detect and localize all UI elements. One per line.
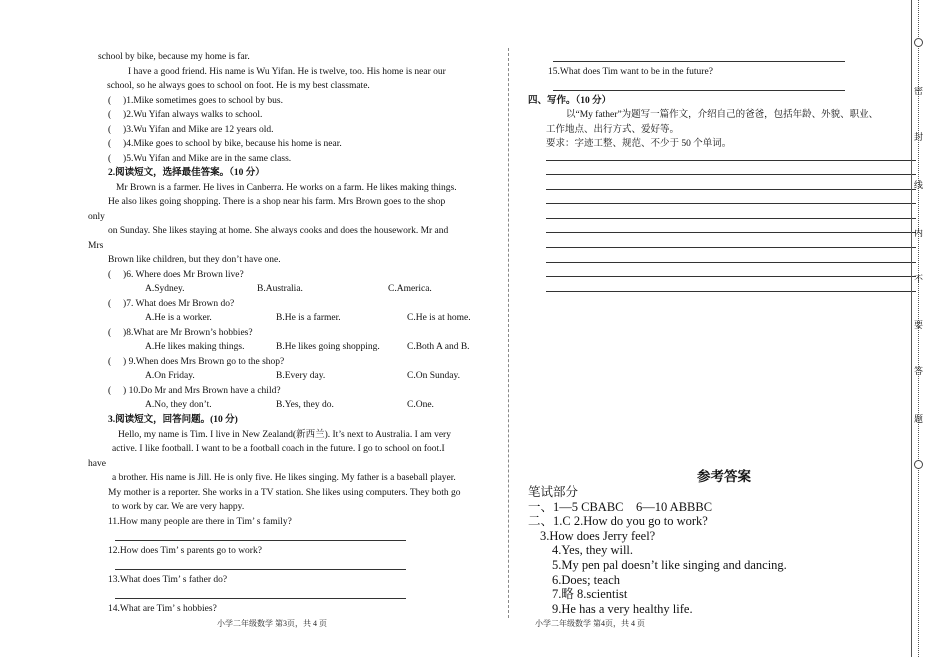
mc-option-b: B.Australia. [257, 284, 303, 294]
answer-line-text: 笔试部分 [528, 485, 579, 499]
answer-line-text: 7.略 8.scientist [552, 587, 628, 601]
passage2-line: He also likes going shopping. There is a shop near his farm. Mrs Brown goes to the shop [108, 197, 446, 207]
section2-title: 2.阅读短文，选择最佳答案。（10 分） [108, 168, 265, 178]
writing-prompt: 工作地点、出行方式、爱好等。 [546, 125, 680, 135]
writing-line[interactable] [546, 276, 916, 277]
seal-char: 内 [914, 228, 924, 238]
writing-line[interactable] [546, 174, 916, 175]
passage2-line: Mrs [88, 241, 104, 251]
mc-option-b: B.He is a farmer. [276, 313, 341, 323]
passage2-line: Brown like children, but they don’t have one. [108, 255, 281, 265]
seal-char: 要 [914, 320, 924, 330]
answer-line[interactable] [553, 90, 845, 91]
passage3-line: Hello, my name is Tim. I live in New Zealand(新西兰). It’s next to Australia. I am very [118, 430, 451, 440]
answer-line-text: 5.My pen pal doesn’t like singing and dancing. [552, 558, 787, 572]
passage2-line: only [88, 212, 105, 222]
mc-option-a: A.He is a worker. [145, 313, 212, 323]
passage3-line: have [88, 459, 106, 469]
mc-option-a: A.Sydney. [145, 284, 185, 294]
margin-rule [911, 0, 912, 657]
passage1-line: I have a good friend. His name is Wu Yifan. He is twelve, too. His home is near our [128, 67, 446, 77]
mc-option-c: C.He is at home. [407, 313, 471, 323]
passage3-line: a brother. His name is Jill. He is only five. He likes singing. My father is a baseball player. [112, 473, 456, 483]
mc-option-b: B.Every day. [276, 371, 326, 381]
answer-line-text: 3.How does Jerry feel? [540, 529, 656, 543]
page-footer: 小学二年级数学 第4页，共 4 页 [535, 619, 645, 628]
answer-line-text: 4.Yes, they will. [552, 543, 634, 557]
answer-line-text: 二、1.C 2.How do you go to work? [528, 514, 708, 528]
mc-option-b: B.Yes, they do. [276, 400, 334, 410]
page-footer: 小学二年级数学 第3页，共 4 页 [217, 619, 327, 628]
writing-line[interactable] [546, 189, 916, 190]
binding-hole-icon [914, 460, 923, 469]
open-question: 12.How does Tim’ s parents go to work? [108, 546, 262, 556]
open-question: 15.What does Tim want to be in the future? [548, 67, 713, 77]
answer-line-text: 9.He has a very healthy life. [552, 602, 693, 616]
open-question: 14.What are Tim’ s hobbies? [108, 604, 217, 614]
mc-option-c: C.On Sunday. [407, 371, 460, 381]
passage2-line: Mr Brown is a farmer. He lives in Canberra. He works on a farm. He likes making things. [116, 183, 457, 193]
mc-option-a: A.No, they don’t. [145, 400, 212, 410]
passage2-line: on Sunday. She likes staying at home. She always cooks and does the housework. Mr and [108, 226, 449, 236]
answer-line[interactable] [115, 569, 406, 570]
answer-line-text: 6.Does; teach [552, 573, 621, 587]
seal-char: 封 [914, 132, 924, 142]
seal-char: 密 [914, 86, 924, 96]
passage3-line: to work by car. We are very happy. [112, 502, 245, 512]
writing-line[interactable] [546, 218, 916, 219]
mc-option-a: A.He likes making things. [145, 342, 245, 352]
mc-question: ( ) 10.Do Mr and Mrs Brown have a child? [108, 386, 281, 396]
open-question: 11.How many people are there in Tim’ s family? [108, 517, 292, 527]
mc-question: ( )8.What are Mr Brown’s hobbies? [108, 328, 253, 338]
writing-line[interactable] [546, 247, 916, 248]
mc-question: ( ) 9.When does Mrs Brown go to the shop? [108, 357, 285, 367]
answer-line[interactable] [115, 598, 406, 599]
binding-hole-icon [914, 38, 923, 47]
passage3-line: active. I like football. I want to be a football coach in the future. I go to school on foot.I [112, 444, 445, 454]
passage1-line: school, so he always goes to school on foot. He is my best classmate. [107, 81, 370, 91]
mc-question: ( )6. Where does Mr Brown live? [108, 270, 244, 280]
open-question: 13.What does Tim’ s father do? [108, 575, 228, 585]
mc-option-b: B.He likes going shopping. [276, 342, 380, 352]
mc-option-c: C.America. [388, 284, 432, 294]
writing-line[interactable] [546, 291, 916, 292]
writing-line[interactable] [546, 160, 916, 161]
answer-line-text: 一、1—5 CBABC 6—10 ABBBC [528, 500, 713, 514]
answer-line[interactable] [553, 61, 845, 62]
seal-char: 不 [914, 274, 924, 284]
tf-question: ( )3.Wu Yifan and Mike are 12 years old. [108, 125, 274, 135]
seal-char: 题 [914, 414, 924, 424]
mc-option-a: A.On Friday. [145, 371, 195, 381]
answer-key-title: 参考答案 [697, 469, 751, 484]
passage3-line: My mother is a reporter. She works in a TV station. She likes using computers. They both go [108, 488, 461, 498]
tf-question: ( )4.Mike goes to school by bike, because his home is near. [108, 139, 342, 149]
page-divider [508, 48, 509, 618]
writing-line[interactable] [546, 203, 916, 204]
answer-line[interactable] [115, 540, 406, 541]
writing-prompt: 以“My father”为题写一篇作文，介绍自己的爸爸，包括年龄、外貌、职业、 [566, 110, 879, 120]
writing-line[interactable] [546, 232, 916, 233]
section4-title: 四、写作。（10 分） [528, 96, 612, 106]
tf-question: ( )2.Wu Yifan always walks to school. [108, 110, 263, 120]
seal-char: 线 [914, 180, 924, 190]
section3-title: 3.阅读短文，回答问题。(10 分) [108, 415, 238, 425]
writing-line[interactable] [546, 262, 916, 263]
mc-option-c: C.Both A and B. [407, 342, 470, 352]
mc-question: ( )7. What does Mr Brown do? [108, 299, 235, 309]
tf-question: ( )5.Wu Yifan and Mike are in the same class. [108, 154, 292, 164]
mc-option-c: C.One. [407, 400, 434, 410]
seal-char: 答 [914, 366, 924, 376]
writing-requirements: 要求：字迹工整、规范、不少于 50 个单词。 [546, 139, 732, 149]
tf-question: ( )1.Mike sometimes goes to school by bus. [108, 96, 283, 106]
passage1-tail: school by bike, because my home is far. [98, 52, 250, 62]
